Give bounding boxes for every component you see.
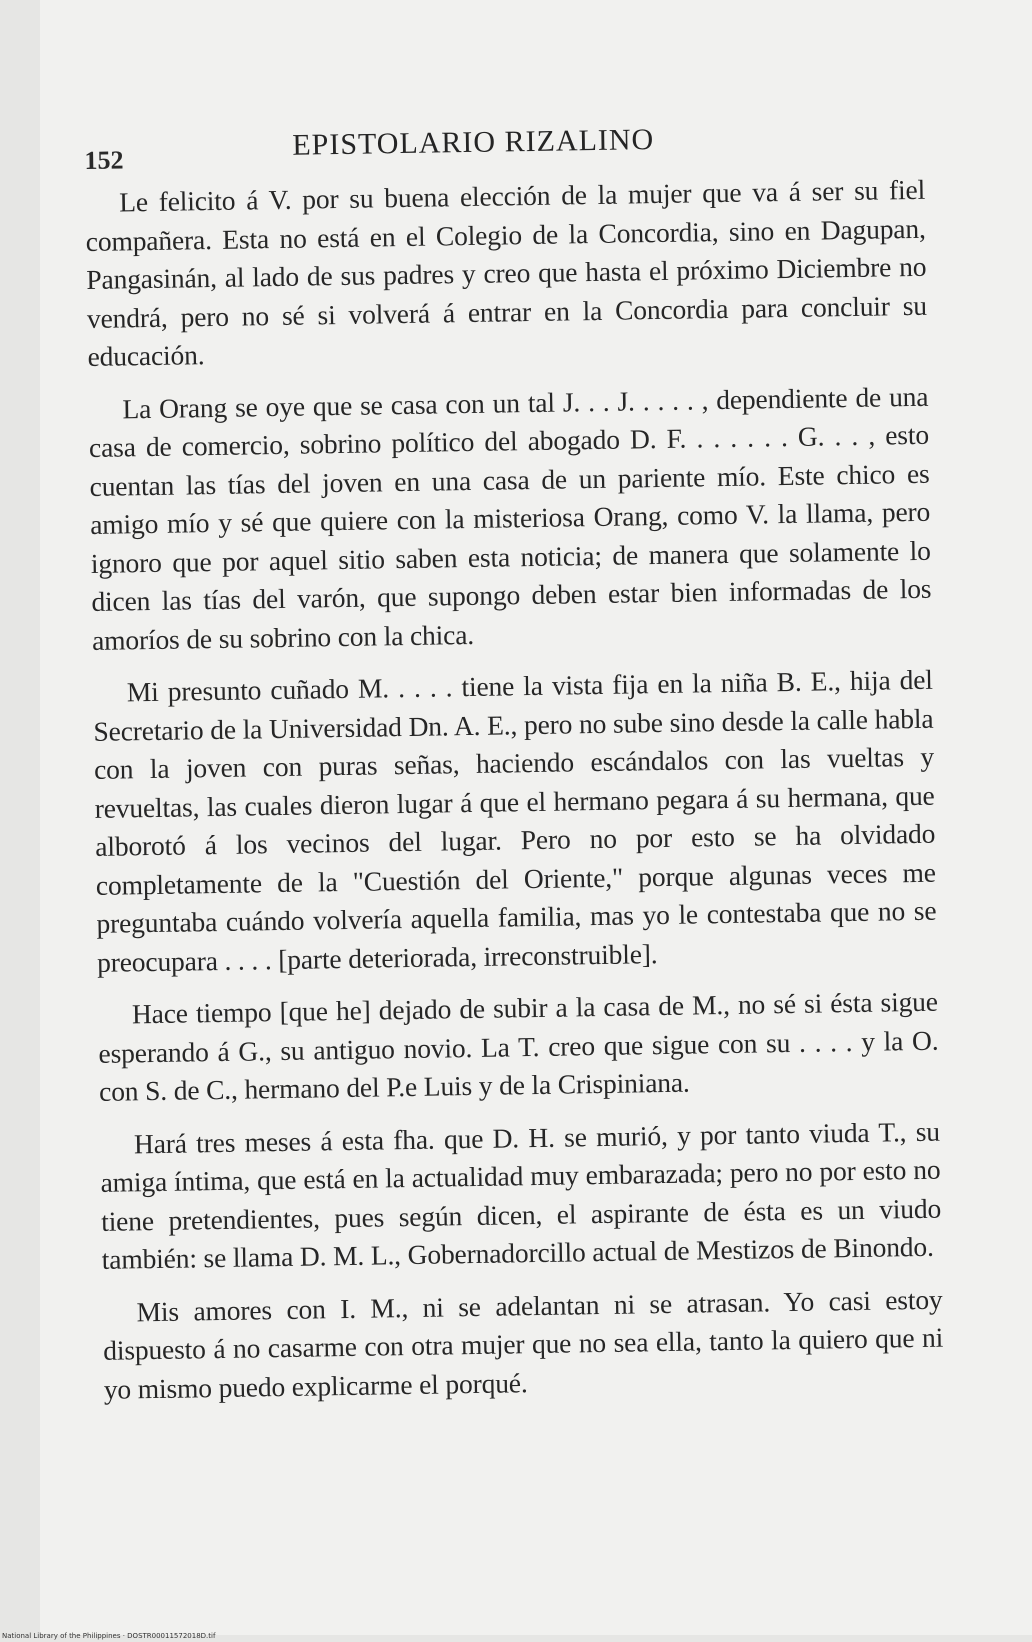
paragraph-6: Mis amores con I. M., ni se adelantan ni se atrasan. Yo casi estoy dispuesto á no casarme con otra mujer que no sea ella, tanto la quiero que ni yo mismo puedo explicarme el porqué. — [102, 1283, 944, 1405]
paragraph-4: Hace tiempo [que he] dejado de subir a la casa de M., no sé si ésta sigue esperando á G., su antiguo novio. La T. creo que sigue con su . . . . y la O. con S. de C., hermano del P.e Luis y de la Crispiniana. — [98, 985, 939, 1107]
book-title: EPISTOLARIO RIZALINO — [292, 123, 655, 162]
page-text-block — [84, 115, 944, 1423]
paragraph-1: Le felicito á V. por su buena elección de la mujer que va á ser su fiel compañera. Esta no está en el Colegio de la Concordia, sino en Dagupan, Pangasinán, al lado de sus padres y creo que hasta el próximo Diciembre no vendrá, pero no sé si volverá á entrar en la Concordia para concluir su educación. — [85, 173, 928, 372]
paragraph-2: La Orang se oye que se casa con un tal J. . . J. . . . . , dependiente de una casa de comercio, sobrino político del abogado D. F. . . . . . . G. . . , esto cuentan las tías del joven en una casa de un pariente mío. Este chico es amigo mío y sé que quiere con la misteriosa Orang, como V. la llama, pero ignoro que por aquel sitio saben esta noticia; de manera que solamente lo dicen las tías del varón, que supongo deben estar bien informadas de los amoríos de su sobrino con la chica. — [88, 380, 932, 656]
scan-credit-footer: National Library of the Philippines · DOSTR00011572018D.tif — [2, 1632, 216, 1640]
paragraph-3: Mi presunto cuñado M. . . . . tiene la vista fija en la niña B. E., hija del Secretario de la Universidad Dn. A. E., pero no sube sino desde la calle habla con la joven con puras señas, haciendo escándalos con las vueltas y revueltas, las cuales dieron lugar á que el hermano pegara á su hermana, que alborotó á los vecinos del lugar. Pero no por esto se ha olvidado completamente de la "Cuestión del Oriente," porque algunas veces me preguntaba cuándo volvería aquella familia, mas yo le contestaba que no se preocupara . . . . [parte deteriorada, irreconstruible]. — [93, 663, 937, 978]
paragraph-5: Hará tres meses á esta fha. que D. H. se murió, y por tanto viuda T., su amiga íntima, que está en la actualidad muy embarazada; pero no por esto no tiene pretendientes, pues según dicen, el aspirante de ésta es un viudo también: se llama D. M. L., Gobernadorcillo actual de Mestizos de Binondo. — [100, 1115, 942, 1275]
page-number: 152 — [84, 145, 124, 175]
